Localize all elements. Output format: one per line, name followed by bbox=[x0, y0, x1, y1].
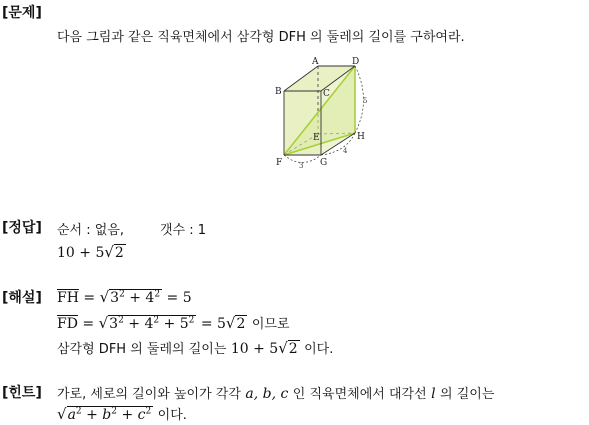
vertex-b: B bbox=[275, 87, 282, 97]
answer-count: 갯수 : 1 bbox=[160, 223, 207, 238]
vertex-h: H bbox=[357, 132, 365, 142]
edge-label-depth: 4 bbox=[343, 147, 348, 155]
answer-order: 순서 : 없음, bbox=[57, 223, 125, 238]
solution-line-fh: $\overline{FH} = √3^2 + 4^2 = 5$ bbox=[57, 288, 192, 306]
solution-label: [해설] bbox=[2, 290, 42, 306]
vertex-e: E bbox=[313, 133, 320, 143]
vertex-a: A bbox=[312, 57, 319, 67]
problem-text: 다음 그림과 같은 직육면체에서 삼각형 DFH 의 둘레의 길이를 구하여라. bbox=[57, 30, 465, 45]
vertex-g: G bbox=[320, 158, 328, 168]
vertex-c: C bbox=[323, 89, 330, 99]
problem-label: [문제] bbox=[2, 5, 42, 21]
hint-line-2: $√a^2 + b^2 + c^2$ 이다. bbox=[57, 405, 187, 423]
hint-line-1: 가로, 세로의 길이와 높이가 각각 a, b, c 인 직육면체에서 대각선 l 의 길이는 bbox=[57, 386, 495, 402]
hint-label: [힌트] bbox=[2, 385, 42, 401]
answer-expression: 10 + 5√2 bbox=[57, 243, 124, 261]
vertex-d: D bbox=[352, 57, 360, 67]
solution-conclusion: 삼각형 DFH 의 둘레의 길이는 10 + 5√2 이다. bbox=[57, 339, 334, 357]
solution-line-fd: $\overline{FD} = √3^2 + 4^2 + 5^2 = 5√2$ 이므로 bbox=[57, 314, 290, 332]
edge-label-height: 5 bbox=[363, 97, 368, 105]
answer-label: [정답] bbox=[2, 220, 42, 236]
edge-label-width: 3 bbox=[299, 162, 304, 170]
vertex-f: F bbox=[276, 158, 283, 168]
